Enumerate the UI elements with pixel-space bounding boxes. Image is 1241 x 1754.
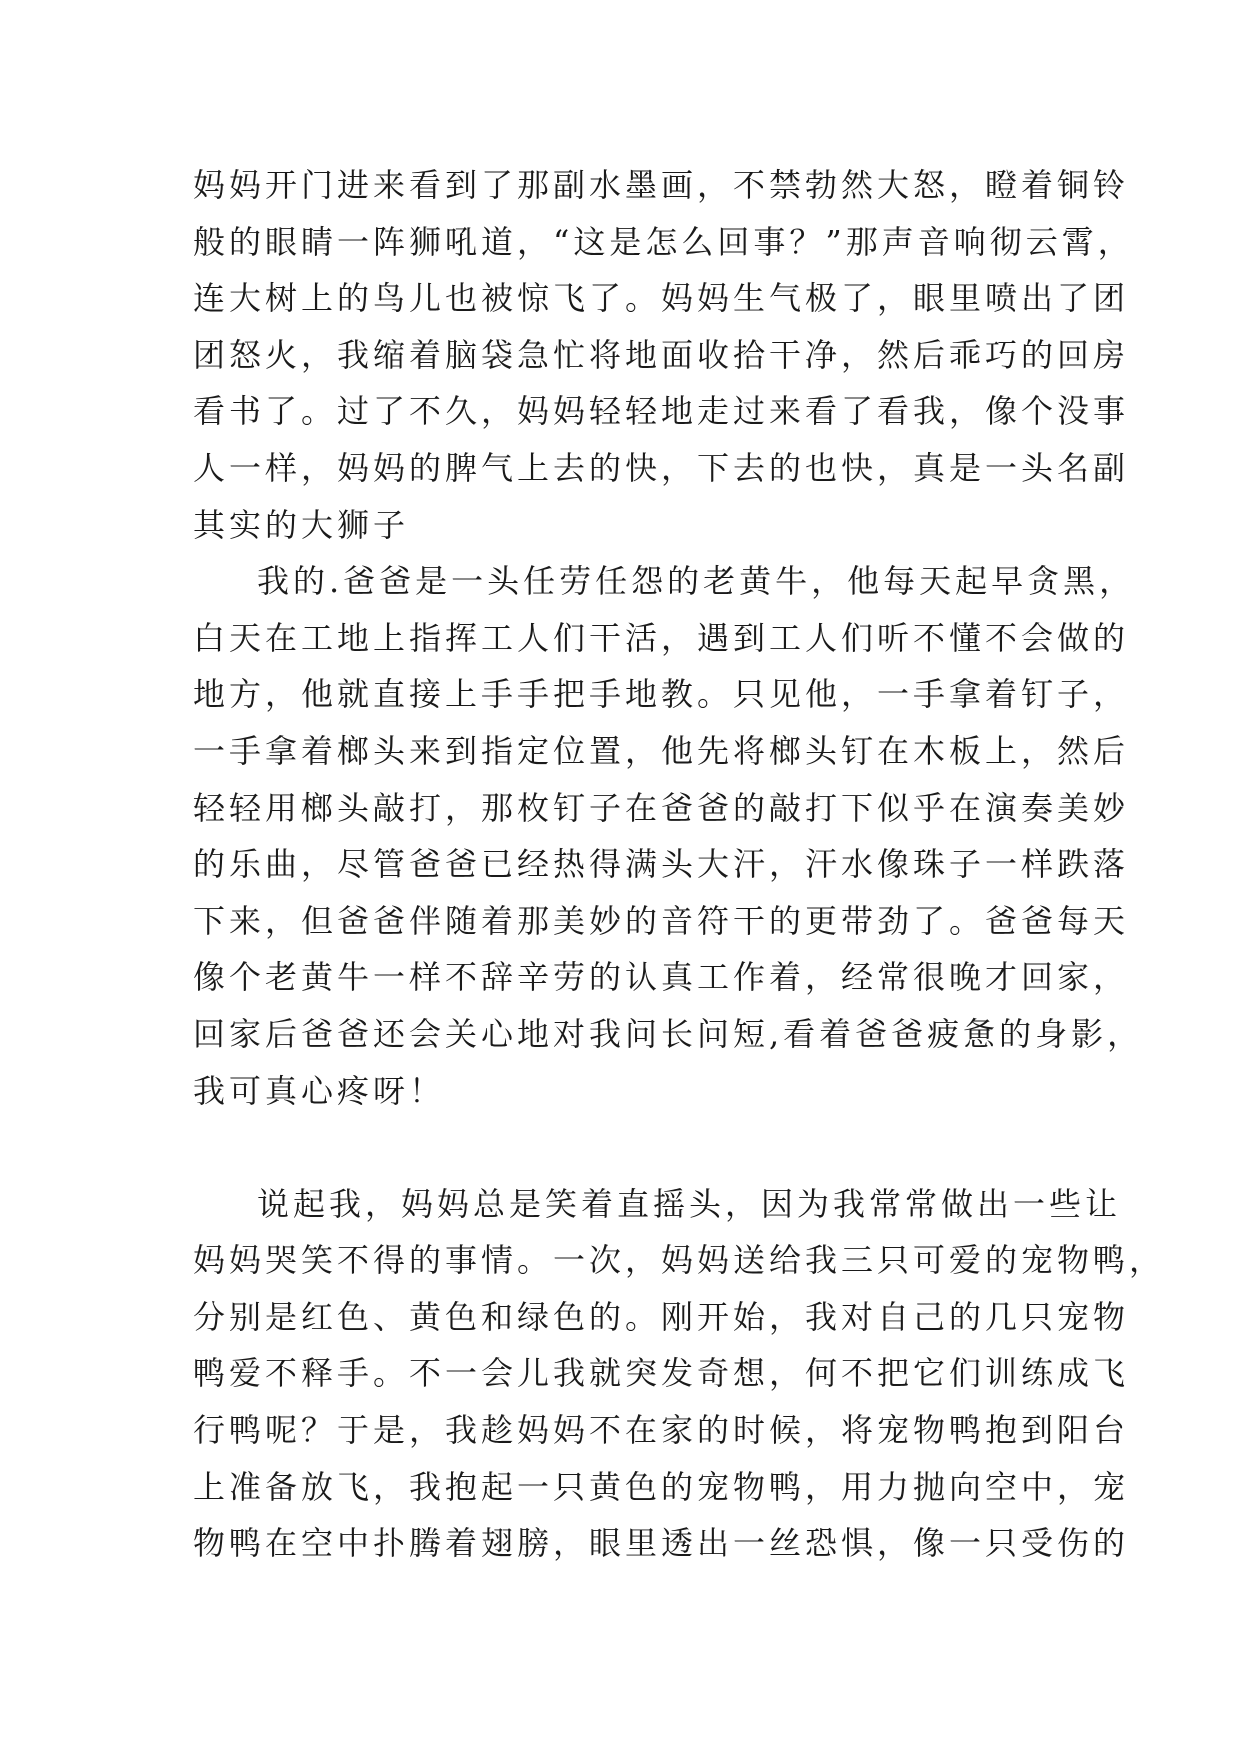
text-line: 妈妈开门进来看到了那副水墨画，不禁勃然大怒，瞪着铜铃 — [193, 166, 1130, 204]
text-line: 白天在工地上指挥工人们干活，遇到工人们听不懂不会做的 — [193, 618, 1130, 657]
text-line: 地方，他就直接上手手把手地教。只见他，一手拿着钉子， — [193, 675, 1130, 714]
document-body — [193, 157, 1166, 1572]
text-line: 般的眼睛一阵狮吼道，“这是怎么回事？”那声音响彻云霄， — [193, 222, 1134, 261]
text-line — [193, 1119, 1057, 1176]
text-line: 我的.爸爸是一头任劳任怨的老黄牛，他每天起早贪黑， — [257, 562, 1136, 601]
text-line: 一手拿着榔头来到指定位置，他先将榔头钉在木板上，然后 — [193, 731, 1130, 770]
text-line: 人一样，妈妈的脾气上去的快，下去的也快，真是一头名副 — [193, 448, 1130, 487]
text-line: 其实的大狮子 — [193, 505, 410, 544]
text-line: 团怒火，我缩着脑袋急忙将地面收拾干净，然后乖巧的回房 — [193, 335, 1130, 374]
text-line: 连大树上的鸟儿也被惊飞了。妈妈生气极了，眼里喷出了团 — [193, 279, 1130, 318]
text-line: 轻轻用榔头敲打，那枚钉子在爸爸的敲打下似乎在演奏美妙 — [193, 788, 1130, 827]
text-line: 妈妈哭笑不得的事情。一次，妈妈送给我三只可爱的宠物鸭， — [193, 1241, 1166, 1280]
text-line: 回家后爸爸还会关心地对我问长问短,看着爸爸疲惫的身影， — [193, 1014, 1144, 1053]
paragraph — [193, 1176, 1166, 1572]
text-line: 像个老黄牛一样不辞辛劳的认真工作着，经常很晚才回家， — [193, 958, 1130, 997]
text-line: 上准备放飞，我抱起一只黄色的宠物鸭，用力抛向空中，宠 — [193, 1467, 1130, 1506]
text-line: 说起我，妈妈总是笑着直摇头，因为我常常做出一些让 — [257, 1184, 1122, 1223]
text-line: 下来，但爸爸伴随着那美妙的音符干的更带劲了。爸爸每天 — [193, 901, 1130, 940]
paragraph — [193, 157, 1134, 553]
text-line: 分别是红色、黄色和绿色的。刚开始，我对自己的几只宠物 — [193, 1297, 1130, 1336]
text-line: 行鸭呢？于是，我趁妈妈不在家的时候，将宠物鸭抱到阳台 — [193, 1411, 1130, 1450]
text-line: 看书了。过了不久，妈妈轻轻地走过来看了看我，像个没事 — [193, 392, 1130, 431]
paragraph — [193, 553, 1144, 1176]
text-line: 鸭爱不释手。不一会儿我就突发奇想，何不把它们训练成飞 — [193, 1354, 1130, 1393]
text-line: 物鸭在空中扑腾着翅膀，眼里透出一丝恐惧，像一只受伤的 — [193, 1524, 1130, 1563]
text-line: 的乐曲，尽管爸爸已经热得满头大汗，汗水像珠子一样跌落 — [193, 845, 1130, 884]
text-line: 我可真心疼呀！ — [193, 1071, 446, 1110]
